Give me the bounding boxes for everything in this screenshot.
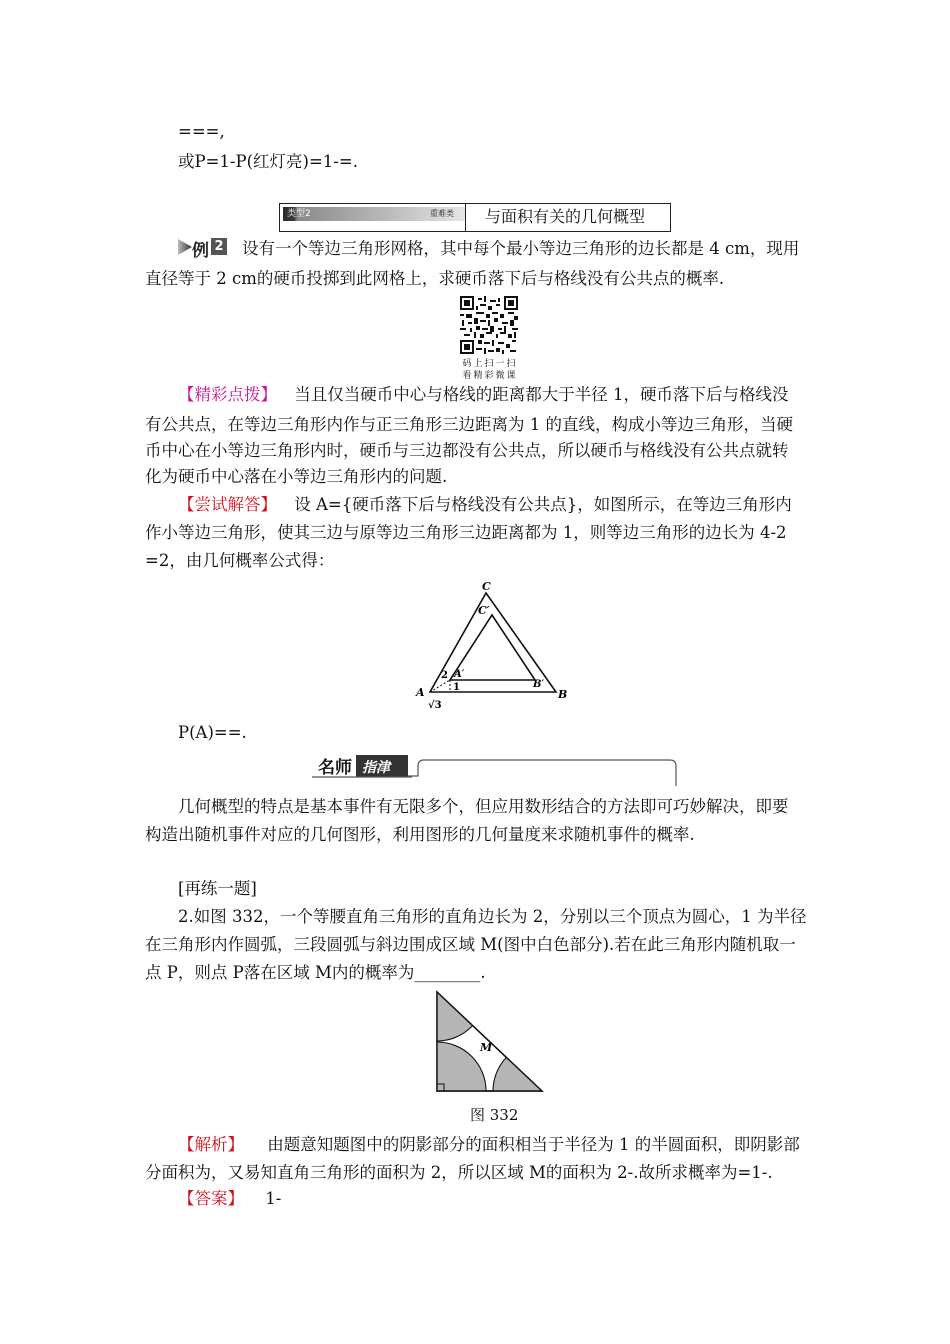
banner-keyword: 重难类 (430, 209, 454, 218)
example-arrow-icon (178, 239, 192, 255)
example-text-1: 设有一个等边三角形网格，其中每个最小等边三角形的边长都是 4 cm，现用 (242, 239, 800, 258)
formula-line-2: 或P=1-P(红灯亮)=1-=. (178, 152, 358, 171)
label-A-prime: A′ (454, 669, 465, 680)
try-line-2: 作小等边三角形，使其三边与原等边三角形三边距离都为 1，则等边三角形的边长为 4-2 (145, 523, 787, 542)
try-text-1: 设 A={硬币落下后与格线没有公共点}，如图所示，在等边三角形内 (294, 495, 792, 514)
banner-divider (465, 204, 466, 231)
qr-caption-2: 看精彩微课 (462, 371, 518, 381)
analysis-text-1: 由题意知题图中的阴影部分的面积相当于半径为 1 的半圆面积，即阴影部 (267, 1135, 800, 1154)
label-B-prime: B′ (533, 679, 545, 690)
label-M: M (480, 1041, 493, 1054)
triangle-figure (410, 578, 580, 714)
figure-332 (432, 988, 548, 1096)
section-banner (279, 203, 671, 232)
mingshi-b: 指津 (362, 760, 390, 776)
formula-line-1: ===, (178, 122, 225, 141)
try-line-1 (178, 494, 792, 516)
label-C-prime: C′ (478, 604, 490, 617)
hint-line-2: 有公共点，在等边三角形内作与正三角形三边距离为 1 的直线，构成小等边三角形，当硬 (145, 415, 793, 434)
hint-line-4: 化为硬币中心落在小等边三角形内的问题. (145, 467, 448, 486)
question-line-3: 点 P，则点 P落在区域 M内的概率为________. (145, 963, 486, 982)
hint-line-1 (178, 384, 789, 406)
analysis-line-1 (178, 1134, 800, 1156)
mingshi-a: 名师 (318, 758, 352, 778)
try-tag: 【尝试解答】 (178, 495, 277, 514)
hint-text-1: 当且仅当硬币中心与格线的距离都大于半径 1，硬币落下后与格线没 (294, 385, 789, 404)
label-A: A (416, 686, 425, 699)
probability-line: P(A)==. (178, 723, 247, 742)
qr-caption-1: 码上扫一扫 (462, 359, 518, 369)
example-badge (178, 236, 228, 261)
question-line-2: 在三角形内作圆弧，三段圆弧与斜边围成区域 M(图中白色部分).若在此三角形内随机取一 (145, 935, 796, 954)
label-C: C (482, 580, 491, 593)
practice-heading: [再练一题] (178, 879, 257, 898)
hint-line-3: 币中心在小等边三角形内时，硬币与三边都没有公共点，所以硬币与格线没有公共点就转 (145, 441, 789, 460)
label-sqrt3: √3 (428, 700, 442, 711)
label-1: 1 (453, 682, 460, 693)
question-line-1: 2.如图 332，一个等腰直角三角形的直角边长为 2，分别以三个顶点为圆心，1 为半径 (178, 907, 807, 926)
answer-line (178, 1188, 281, 1210)
analysis-tag: 【解析】 (178, 1135, 244, 1154)
example-text-2: 直径等于 2 cm的硬币投掷到此网格上，求硬币落下后与格线没有公共点的概率. (145, 269, 725, 288)
outer-triangle (430, 593, 556, 692)
banner-type-label: 类型2 (287, 209, 311, 219)
try-line-3: =2，由几何概率公式得： (145, 551, 335, 570)
label-2: 2 (441, 670, 448, 681)
arc-right (493, 1042, 548, 1096)
banner-title: 与面积有关的几何概型 (485, 207, 646, 226)
example-word: 例 (192, 241, 209, 261)
answer-tag: 【答案】 (178, 1189, 244, 1208)
tip-line-2: 构造出随机事件对应的几何图形，利用图形的几何量度来求随机事件的概率. (145, 825, 695, 844)
hint-tag: 【精彩点拨】 (178, 385, 277, 404)
figure-caption: 图 332 (470, 1106, 519, 1124)
analysis-line-2: 分面积为，又易知直角三角形的面积为 2，所以区域 M的面积为 2-.故所求概率为=1-. (145, 1163, 773, 1182)
tip-line-1: 几何概型的特点是基本事件有无限多个，但应用数形结合的方法即可巧妙解决，即要 (178, 797, 789, 816)
qr-code[interactable] (460, 296, 518, 354)
label-B: B (558, 688, 568, 701)
example-number: 2 (211, 238, 227, 255)
mingshi-banner (312, 752, 678, 788)
answer-text: 1- (265, 1189, 282, 1208)
